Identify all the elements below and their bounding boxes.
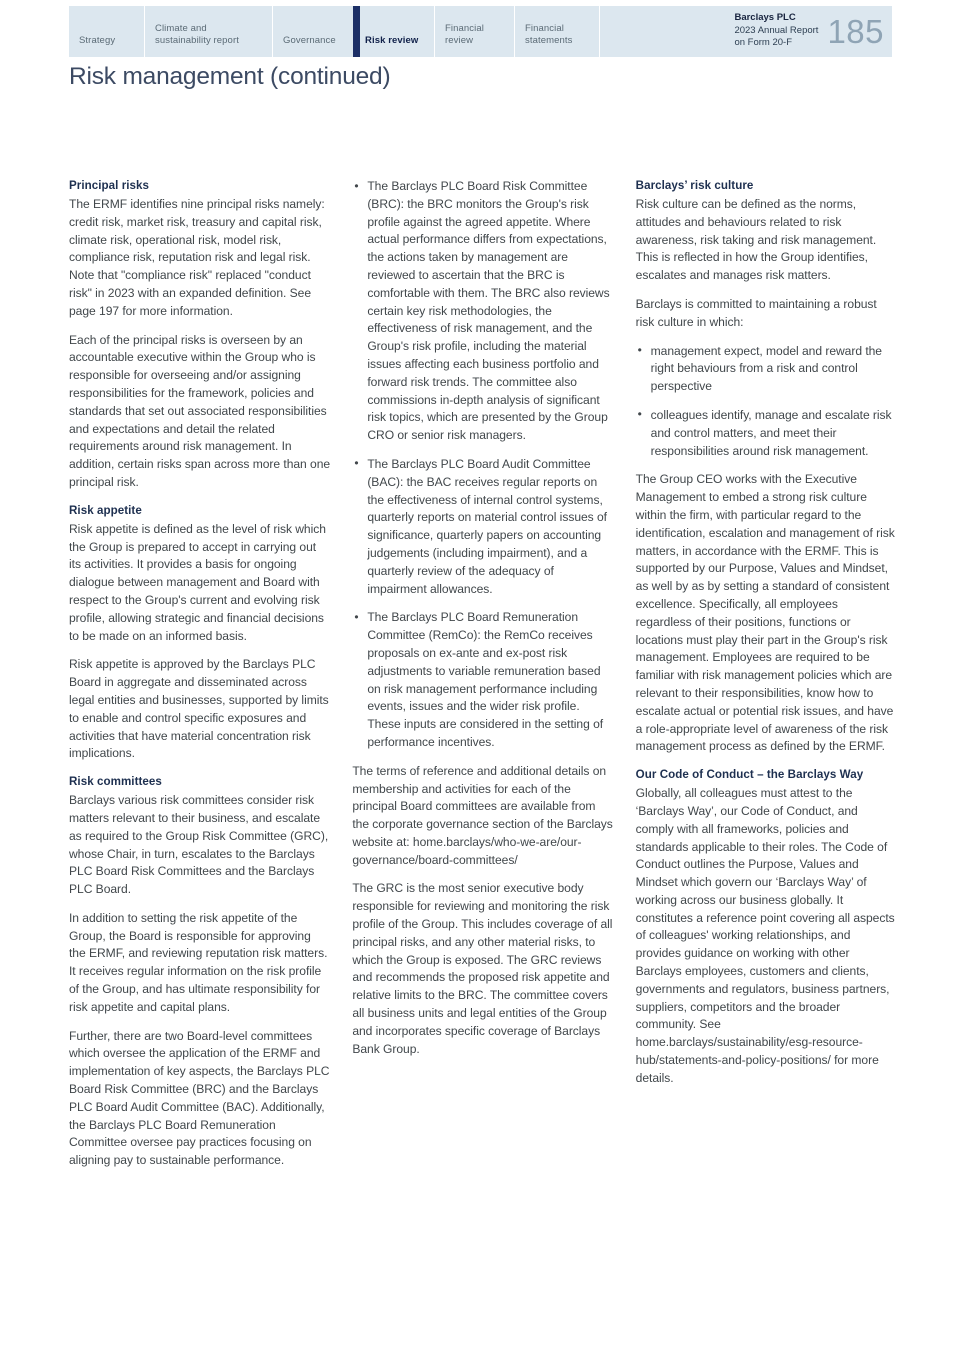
section-risk-culture [636,178,897,756]
nav-tab-climate-and-sustainability-report[interactable] [145,6,273,57]
paragraph: The GRC is the most senior executive body responsible for reviewing and monitoring the risk profile of the Group. This includes coverage of all principal risks, and any other material risks, to which the Group is exposed. The GRC reviews and recommends the proposed risk appetite and relative limits to the BRC. The committee covers all business units and legal entities of the Group and incorporates specific coverage of Barclays Bank Group. [352,881,613,1056]
paragraph: Each of the principal risks is overseen by an accountable executive within the Group who is responsible for overseeing and/or assigning responsibilities for the framework, policies and standards that set out associated responsibilities and expectations and detail the related requirements around risk management. In addition, certain risks span across more than one principal risk. [69,332,331,489]
article-body [69,178,897,1181]
nav-tab-label: Financial review [445,23,484,46]
list-item: • The Barclays PLC Board Risk Committee (BRC): the BRC monitors the Group's risk profile against the agreed appetite. Where actual performance differs from expectations, the actions taken by management are reviewed to ascertain that the BRC is comfortable with them. The BRC also reviews certain key risk methodologies, the effectiveness of risk management, and the Group's risk profile, including the material issues affecting each business portfolio and forward risk trends. The committee also commissions in-depth analysis of significant risk topics, which are presented by the Group CRO or senior risk managers. [352,178,613,445]
nav-tab-label: Financial statements [525,23,573,46]
paragraph: Risk appetite is approved by the Barclays PLC Board in aggregate and disseminated across legal entities and businesses, supported by limits to enable and control specific exposures and activities that have material concentration risk implications. [69,657,329,761]
nav-tab-financial-statements[interactable] [515,6,600,57]
nav-tab-strategy[interactable] [69,6,145,57]
paragraph: Risk appetite is defined as the level of risk which the Group is prepared to accept in carrying out its activities. It provides a basis for ongoing dialogue between management and Board with respect to the Group's current and evolving risk profile, allowing strategic and financial decisions to be made on an informed basis. [69,521,326,643]
paragraph: The terms of reference and additional details on membership and activities for each of the principal Board committees are available from the corporate governance section of the Barclays website at: home.barclays/who-we-are/our-governance/board-committees/ [352,763,613,867]
page-title: Risk management (continued) [69,63,391,90]
column-right [636,178,897,1181]
section-principal-risks [69,178,330,492]
column-middle [352,178,613,1181]
list-item: • colleagues identify, manage and escalate risk and control matters, and meet their responsibilities around risk management. [636,407,897,460]
nav-tab-label: Risk review [365,35,419,46]
section-risk-committees [69,774,330,1170]
paragraph: Risk culture can be defined as the norms, attitudes and behaviours related to risk awareness, risk taking and risk management. This is reflected in how the Group identifies, escalates and manages risk matters. [635,197,877,283]
heading-code-of-conduct: Our Code of Conduct – the Barclays Way [635,768,864,782]
paragraph: In addition to setting the risk appetite of the Group, the Board is responsible for approving the ERMF, and reviewing reputation risk matters. It receives regular information on the risk profile of the Group, and has ultimate responsibility for risk appetite and capital plans. [69,910,328,1014]
list-item: • management expect, model and reward the right behaviours from a risk and control perspective [636,343,897,396]
section-code-of-conduct [636,767,897,1088]
board-committees-list [352,178,613,752]
report-title-line-1: 2023 Annual Report [734,24,819,36]
nav-tab-governance[interactable] [273,6,355,57]
page-number: 185 [827,13,884,50]
risk-culture-list [636,343,897,461]
report-identifier-text [734,12,818,51]
paragraph: The Group CEO works with the Executive Management to embed a strong risk culture within the firm, with particular regard to the identification, escalation and management of risk matters, in accordance with the ERMF. This is supported by our Purpose, Values and Mindset, as well by as by setting a standard of consistent excellence. Specifically, all employees regardless of their positions, functions or locations must play their part in the Group's risk management. Employees are required to be familiar with risk management policies which are relevant to their responsibilities, know how to escalate actual or potential risk issues, and have a role-appropriate level of awareness of the risk management process as defined by the ERMF. [635,472,895,754]
section-navigation-bar [69,6,892,57]
section-risk-appetite [69,503,330,763]
heading-principal-risks: Principal risks [69,179,150,192]
paragraph: Further, there are two Board-level committees which oversee the application of the ERMF and implementation of key aspects, the Barclays PLC Board Risk Committee (BRC) and the Barclays PLC Board Audit Committee (BAC). Additionally, the Barclays PLC Board Remuneration Committee oversee pay practices focusing on aligning pay to sustainable performance. [69,1028,330,1168]
heading-risk-committees: Risk committees [69,775,162,789]
heading-risk-appetite: Risk appetite [69,503,142,517]
nav-tab-label: Climate and sustainability report [155,23,239,46]
report-title-line-2: on Form 20-F [734,37,792,49]
list-item: • The Barclays PLC Board Remuneration Committee (RemCo): the RemCo receives proposals on ex-ante and ex-post risk adjustments to variable remuneration based on risk management performance including events, issues and the wider risk profile. These inputs are considered in the setting of performance incentives. [352,609,613,751]
paragraph: Barclays various risk committees consider risk matters relevant to their business, and escalate as required to the Group Risk Committee (GRC), whose Chair, in turn, escalates to the Barclays PLC Board Risk Committees and the Barclays PLC Board. [69,793,329,897]
paragraph: Globally, all colleagues must attest to the ‘Barclays Way’, our Code of Conduct, and comply with all frameworks, policies and standards applicable to their roles. The Code of Conduct outlines the Purpose, Values and Mindset which govern our ‘Barclays Way’ of working across our business globally. It constitutes a reference point covering all aspects of colleagues' working relationships, and provides guidance on working with other Barclays employees, customers and clients, governments and regulators, business partners, suppliers, competitors and the broader community. See home.barclays/sustainability/esg-resource-hub/statements-and-policy-positions/ for more details. [635,786,895,1085]
paragraph: The ERMF identifies nine principal risks namely: credit risk, market risk, treasury and capital risk, climate risk, operational risk, model risk, compliance risk, reputation risk and legal risk. Note that "compliance risk" replaced "conduct risk" in 2023 with an expanded definition. See page 197 for more information. [69,197,325,318]
list-item: • The Barclays PLC Board Audit Committee (BAC): the BAC receives regular reports on the effectiveness of internal control systems, quarterly reports on material control issues of significance, quarterly papers on accounting judgements (including impairment), and a quarterly review of the adequacy of impairment allowances. [352,456,613,598]
paragraph: Barclays is committed to maintaining a robust risk culture in which: [635,296,877,329]
column-left [69,178,330,1181]
report-identifier [734,6,892,57]
nav-tab-risk-review[interactable] [355,6,435,57]
nav-tab-label: Governance [283,35,336,46]
heading-barclays-risk-culture: Barclays’ risk culture [635,179,754,192]
brand-name: Barclays PLC [734,12,796,24]
nav-tab-label: Strategy [79,35,116,46]
nav-tab-financial-review[interactable] [435,6,515,57]
